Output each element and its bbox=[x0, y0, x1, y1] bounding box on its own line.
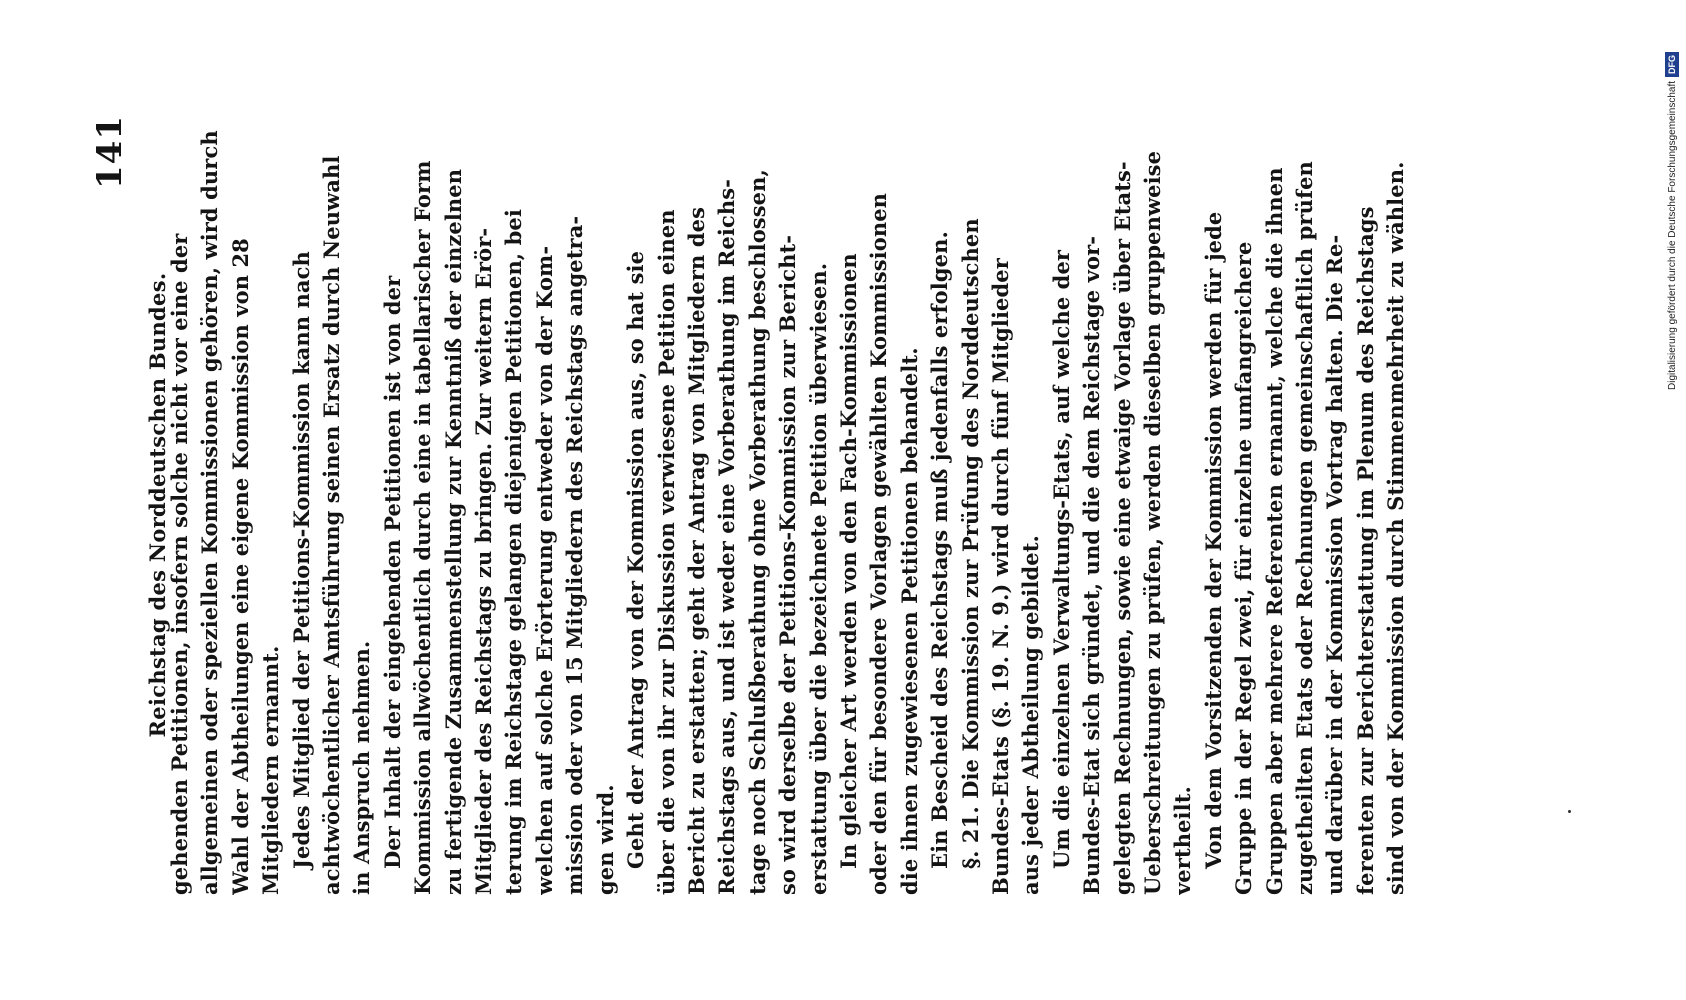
text-line: die ihnen zugewiesenen Petitionen behandelt. bbox=[896, 347, 922, 895]
text-line: Bericht zu erstatten; geht der Antrag von Mitgliedern des bbox=[683, 206, 709, 895]
credit-text: Digitalisierung gefördert durch die Deutsche Forschungsgemeinschaft bbox=[1666, 80, 1678, 390]
scan-speck bbox=[1568, 810, 1571, 813]
text-line: über die von ihr zur Diskussion verwiesene Petition einen bbox=[653, 209, 679, 895]
text-line: Bundes-Etat sich gründet, und die dem Reichstage vor- bbox=[1079, 235, 1105, 895]
text-line: sind von der Kommission durch Stimmenmehrheit zu wählen. bbox=[1383, 161, 1409, 895]
text-line: Gruppen aber mehrere Referenten ernannt, welche die ihnen bbox=[1261, 167, 1287, 895]
text-line: Geht der Antrag von der Kommission aus, so hat sie bbox=[623, 250, 649, 869]
text-line: gelegten Rechnungen, sowie eine etwaige Vorlage über Etats- bbox=[1109, 161, 1135, 895]
text-line: vertheilt. bbox=[1170, 786, 1196, 895]
text-line: Kommission allwöchentlich durch eine in tabellarischer Form bbox=[410, 160, 436, 895]
text-line: allgemeinen oder speziellen Kommissionen gehören, wird durch bbox=[197, 130, 223, 895]
text-line: so wird derselbe der Petitions-Kommission zur Bericht- bbox=[775, 234, 801, 895]
text-line: In gleicher Art werden von den Fach-Kommissionen bbox=[835, 253, 861, 869]
text-line: ferenten zur Berichterstattung im Plenum des Reichstags bbox=[1352, 206, 1378, 895]
text-line: Ueberschreitungen zu prüfen, werden dieselben gruppenweise bbox=[1140, 150, 1165, 895]
page-number: 141 bbox=[90, 115, 130, 189]
text-line: tage noch Schlußberathung ohne Vorberathung beschlossen, bbox=[744, 169, 770, 895]
text-line: Reichstags aus, und ist weder eine Vorberathung im Reichs- bbox=[714, 179, 740, 895]
running-title: Reichstag des Norddeutschen Bundes. bbox=[145, 272, 170, 738]
dfg-logo-icon: DFG bbox=[1665, 52, 1679, 77]
text-line: erstattung über die bezeichnete Petition überwiesen. bbox=[805, 262, 831, 895]
text-line: achtwöchentlicher Amtsführung seinen Ersatz durch Neuwahl bbox=[319, 155, 345, 895]
text-line: und darüber in der Kommission Vortrag halten. Die Re- bbox=[1322, 234, 1348, 895]
text-line: terung im Reichstage gelangen diejenigen Petitionen, bei bbox=[501, 209, 527, 895]
page-body bbox=[165, 115, 1412, 895]
text-line: gehenden Petitionen, insofern solche nicht vor eine der bbox=[167, 233, 192, 895]
text-line: Um die einzelnen Verwaltungs-Etats, auf welche der bbox=[1048, 249, 1074, 869]
text-line: §. 21. Die Kommission zur Prüfung des Norddeutschen bbox=[957, 218, 983, 869]
text-line: Wahl der Abtheilungen eine eigene Kommission von 28 bbox=[227, 238, 253, 895]
text-line: Gruppe in der Regel zwei, für einzelne umfangreichere bbox=[1231, 241, 1257, 895]
digitization-credit bbox=[1662, 0, 1682, 1000]
text-line: Der Inhalt der eingehenden Petitionen ist von der bbox=[379, 275, 405, 869]
text-line: zugetheilten Etats oder Rechnungen gemeinschaftlich prüfen bbox=[1292, 161, 1318, 895]
text-line: Mitgliedern ernannt. bbox=[258, 645, 284, 895]
text-line: Bundes-Etats (§. 19. N. 9.) wird durch fünf Mitglieder bbox=[987, 258, 1013, 895]
text-line: oder den für besondere Vorlagen gewählten Kommissionen bbox=[866, 192, 892, 895]
text-line: Mitglieder des Reichstags zu bringen. Zur weitern Erör- bbox=[471, 227, 497, 895]
text-line: Jedes Mitglied der Petitions-Kommission kann nach bbox=[288, 251, 314, 869]
text-line: in Anspruch nehmen. bbox=[349, 640, 375, 895]
page-header bbox=[85, 115, 170, 895]
text-line: aus jeder Abtheilung gebildet. bbox=[1018, 535, 1044, 895]
text-line: mission oder von 15 Mitgliedern des Reichstags angetra- bbox=[562, 215, 588, 895]
text-line: welchen auf solche Erörterung entweder von der Kom- bbox=[531, 245, 557, 895]
text-line: zu fertigende Zusammenstellung zur Kenntniß der einzelnen bbox=[440, 168, 466, 895]
text-line: Von dem Vorsitzenden der Kommission werden für jede bbox=[1200, 211, 1226, 869]
text-line: Ein Bescheid des Reichstags muß jedenfalls erfolgen. bbox=[927, 231, 953, 869]
text-line: gen wird. bbox=[592, 784, 618, 895]
